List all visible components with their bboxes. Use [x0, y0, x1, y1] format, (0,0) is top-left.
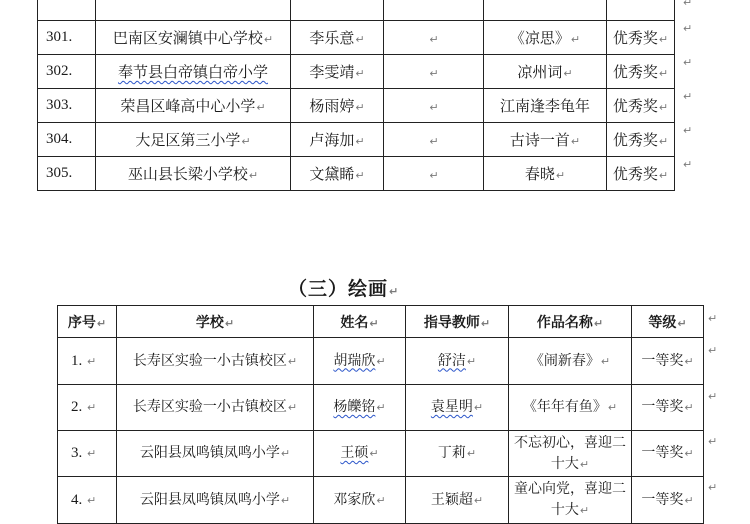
row-number: 305. [38, 157, 96, 191]
header-school: 学校↵ [117, 306, 314, 338]
teacher-cell: ↵ [384, 55, 484, 89]
teacher-cell: ↵ [384, 123, 484, 157]
row-number: 4. ↵ [58, 477, 117, 524]
school-cell: 云阳县凤鸣镇凤鸣小学↵ [117, 477, 314, 524]
award-level-cell: 优秀奖↵ [607, 21, 675, 55]
table-row [38, 21, 675, 55]
award-level-cell: 优秀奖↵ [607, 89, 675, 123]
row-end-mark: ↵ [708, 344, 718, 357]
row-end-mark: ↵ [708, 312, 718, 325]
section-title: （三）绘画↵ [288, 278, 400, 300]
teacher-cell: ↵ [384, 157, 484, 191]
row-end-mark: ↵ [683, 90, 693, 103]
table-row [38, 157, 675, 191]
award-level-cell: 优秀奖↵ [607, 123, 675, 157]
teacher-cell: 丁莉↵ [406, 431, 509, 477]
student-name-cell: 邓家欣↵ [314, 477, 406, 524]
school-cell: 巫山县长梁小学校↵ [96, 157, 291, 191]
header-teacher: 指导教师↵ [406, 306, 509, 338]
row-end-mark: ↵ [683, 158, 693, 171]
work-title-cell: 凉州词↵ [484, 55, 607, 89]
award-level-cell: 一等奖↵ [632, 338, 704, 385]
row-end-mark: ↵ [708, 481, 718, 494]
student-name-cell: 李雯靖↵ [291, 55, 384, 89]
work-title-cell: 《闹新春》↵ [509, 338, 632, 385]
table-row [58, 385, 704, 431]
school-cell: 荣昌区峰高中心小学↵ [96, 89, 291, 123]
row-number: 301. [38, 21, 96, 55]
table-row [38, 0, 675, 21]
table-header-row [58, 306, 704, 338]
row-number: 303. [38, 89, 96, 123]
awards-table-painting [57, 305, 704, 524]
header-award-level: 等级↵ [632, 306, 704, 338]
row-number: 3. ↵ [58, 431, 117, 477]
student-name-cell: 李乐意↵ [291, 21, 384, 55]
student-name-cell: 王硕↵ [314, 431, 406, 477]
school-cell: 长寿区实验一小古镇校区↵ [117, 338, 314, 385]
row-number: 2. ↵ [58, 385, 117, 431]
student-name-cell: 卢海加↵ [291, 123, 384, 157]
school-cell: 云阳县凤鸣镇凤鸣小学↵ [117, 431, 314, 477]
header-student-name: 姓名↵ [314, 306, 406, 338]
work-title-cell: 《凉思》↵ [484, 21, 607, 55]
teacher-cell: ↵ [384, 89, 484, 123]
awards-table-calligraphy [37, 0, 675, 191]
table-row [38, 123, 675, 157]
school-cell: 巴南区安澜镇中心学校↵ [96, 21, 291, 55]
row-end-mark: ↵ [683, 56, 693, 69]
award-level-cell: 优秀奖↵ [607, 55, 675, 89]
award-level-cell: 一等奖↵ [632, 385, 704, 431]
award-level-cell: 一等奖↵ [632, 431, 704, 477]
work-title-cell: 江南逢李龟年 [484, 89, 607, 123]
row-number: 302. [38, 55, 96, 89]
teacher-cell: ↵ [384, 21, 484, 55]
teacher-cell: 王颖超↵ [406, 477, 509, 524]
student-name-cell: 杨雨婷↵ [291, 89, 384, 123]
school-cell: 长寿区实验一小古镇校区↵ [117, 385, 314, 431]
work-title-cell: 春晓↵ [484, 157, 607, 191]
row-end-mark: ↵ [708, 390, 718, 403]
row-end-mark: ↵ [683, 22, 693, 35]
header-work-title: 作品名称↵ [509, 306, 632, 338]
table-row [38, 89, 675, 123]
award-level-cell: 一等奖↵ [632, 477, 704, 524]
work-title-cell: 《年年有鱼》↵ [509, 385, 632, 431]
student-name-cell: 胡瑞欣↵ [314, 338, 406, 385]
school-cell: 奉节县白帝镇白帝小学 [96, 55, 291, 89]
student-name-cell: 杨皪铭↵ [314, 385, 406, 431]
row-end-mark: ↵ [683, 0, 693, 9]
table-row [58, 338, 704, 385]
teacher-cell: 舒洁↵ [406, 338, 509, 385]
table-row [38, 55, 675, 89]
work-title-cell: 古诗一首↵ [484, 123, 607, 157]
school-cell: 大足区第三小学↵ [96, 123, 291, 157]
teacher-cell: 袁星明↵ [406, 385, 509, 431]
row-end-mark: ↵ [683, 124, 693, 137]
work-title-cell: 不忘初心，喜迎二十大↵ [509, 431, 632, 477]
row-end-mark: ↵ [708, 435, 718, 448]
student-name-cell: 文黛睎↵ [291, 157, 384, 191]
award-level-cell: 优秀奖↵ [607, 157, 675, 191]
row-number: 1. ↵ [58, 338, 117, 385]
work-title-cell: 童心向党，喜迎二十大↵ [509, 477, 632, 524]
table-row [58, 431, 704, 477]
header-number: 序号↵ [58, 306, 117, 338]
table-row [58, 477, 704, 524]
row-number: 304. [38, 123, 96, 157]
